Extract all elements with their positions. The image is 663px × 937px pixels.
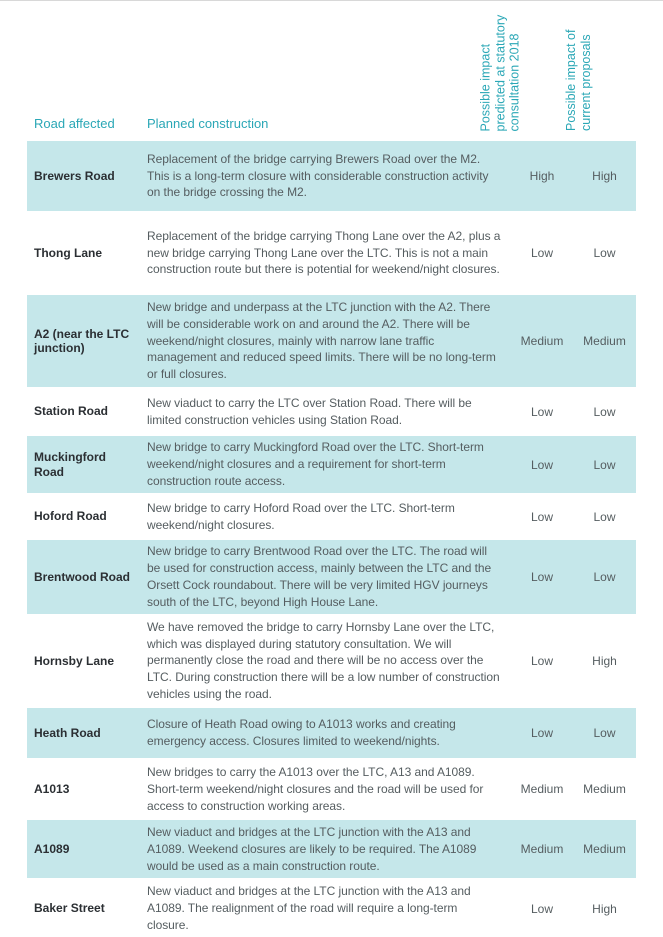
header-impact-statutory-line-1: Possible impact <box>478 43 493 131</box>
impact-current: High <box>573 140 636 212</box>
header-impact-current <box>563 3 636 140</box>
impact-statutory: Low <box>511 879 573 937</box>
impact-current: Low <box>573 388 636 435</box>
table-row <box>27 494 636 539</box>
table-row <box>27 759 636 819</box>
impact-current: High <box>573 879 636 937</box>
impact-current: Low <box>573 539 636 615</box>
impact-current: Low <box>573 435 636 494</box>
header-road-affected: Road affected <box>34 116 115 131</box>
impact-current: Medium <box>573 759 636 819</box>
header-impact-current-line-2: current proposals <box>578 34 592 131</box>
header-impact-statutory-line-2: predicted at statutory <box>493 14 507 131</box>
construction-description: New bridge and underpass at the LTC junction with the A2. There will be considerable work on and around the A2. There will be weekend/night closures, mainly with narrow lane traffic management and reduced speed limits. There will be no long-term or full closures. <box>140 294 511 388</box>
impact-statutory: Medium <box>511 759 573 819</box>
construction-description: New viaduct to carry the LTC over Station Road. There will be limited construction vehicles using Station Road. <box>140 388 511 435</box>
impact-current: Medium <box>573 294 636 388</box>
road-name: Brentwood Road <box>27 539 140 615</box>
impact-statutory: Low <box>511 435 573 494</box>
road-name: Thong Lane <box>27 212 140 294</box>
construction-description: Replacement of the bridge carrying Brewers Road over the M2. This is a long-term closure with considerable construction activity on the bridge crossing the M2. <box>140 140 511 212</box>
table-row <box>27 879 636 937</box>
road-name: Hoford Road <box>27 494 140 539</box>
header-row <box>27 3 636 140</box>
impact-statutory: Medium <box>511 819 573 879</box>
impact-statutory: Low <box>511 388 573 435</box>
construction-description: New bridge to carry Hoford Road over the LTC. Short-term weekend/night closures. <box>140 494 511 539</box>
construction-description: New viaduct and bridges at the LTC junction with the A13 and A1089. The realignment of the road will require a long-term closure. <box>140 879 511 937</box>
construction-description: New bridges to carry the A1013 over the LTC, A13 and A1089. Short-term weekend/night closures and the road will be used for access to construction working areas. <box>140 759 511 819</box>
impact-current: Low <box>573 212 636 294</box>
table-row <box>27 707 636 759</box>
construction-description: Closure of Heath Road owing to A1013 works and creating emergency access. Closures limited to weekend/nights. <box>140 707 511 759</box>
road-name: Hornsby Lane <box>27 615 140 708</box>
impact-statutory: Low <box>511 539 573 615</box>
impact-statutory: Low <box>511 707 573 759</box>
table-row <box>27 212 636 294</box>
impact-statutory: Low <box>511 615 573 708</box>
impact-current: High <box>573 615 636 708</box>
impact-statutory: Low <box>511 212 573 294</box>
road-impact-table <box>27 3 636 937</box>
impact-statutory: Low <box>511 494 573 539</box>
road-name: A1089 <box>27 819 140 879</box>
header-planned-construction: Planned construction <box>147 116 269 131</box>
table-row <box>27 819 636 879</box>
road-name: Brewers Road <box>27 140 140 212</box>
impact-current: Low <box>573 707 636 759</box>
construction-description: Replacement of the bridge carrying Thong Lane over the A2, plus a new bridge carrying Thong Lane over the LTC. This is not a main construction route but there is potential for weekend/night closures. <box>140 212 511 294</box>
construction-description: New bridge to carry Muckingford Road over the LTC. Short-term weekend/night closures and a requirement for short-term construction route access. <box>140 435 511 494</box>
road-name: A2 (near the LTC junction) <box>27 294 140 388</box>
road-name: A1013 <box>27 759 140 819</box>
impact-current: Medium <box>573 819 636 879</box>
road-name: Heath Road <box>27 707 140 759</box>
impact-statutory: Medium <box>511 294 573 388</box>
impact-current: Low <box>573 494 636 539</box>
road-name: Station Road <box>27 388 140 435</box>
table-row <box>27 615 636 708</box>
construction-description: We have removed the bridge to carry Hornsby Lane over the LTC, which was displayed during statutory consultation. We will permanently close the road and there will be no access over the LTC. During construction there will be a low number of construction vehicles using the road. <box>140 615 511 708</box>
impact-statutory: High <box>511 140 573 212</box>
table-row <box>27 539 636 615</box>
construction-description: New viaduct and bridges at the LTC junction with the A13 and A1089. Weekend closures are likely to be required. The A1089 would be used as a main construction route. <box>140 819 511 879</box>
road-name: Muckingford Road <box>27 435 140 494</box>
table-row <box>27 435 636 494</box>
header-impact-statutory-line-3: consultation 2018 <box>507 33 522 131</box>
construction-description: New bridge to carry Brentwood Road over the LTC. The road will be used for construction access, mainly between the LTC and the Orsett Cock roundabout. There will be very limited HGV journeys south of the LTC, beyond High House Lane. <box>140 539 511 615</box>
top-rule <box>0 0 663 1</box>
table-row <box>27 140 636 212</box>
header-impact-current-line-1: Possible impact of <box>563 29 578 131</box>
table-row <box>27 294 636 388</box>
table-row <box>27 388 636 435</box>
road-name: Baker Street <box>27 879 140 937</box>
